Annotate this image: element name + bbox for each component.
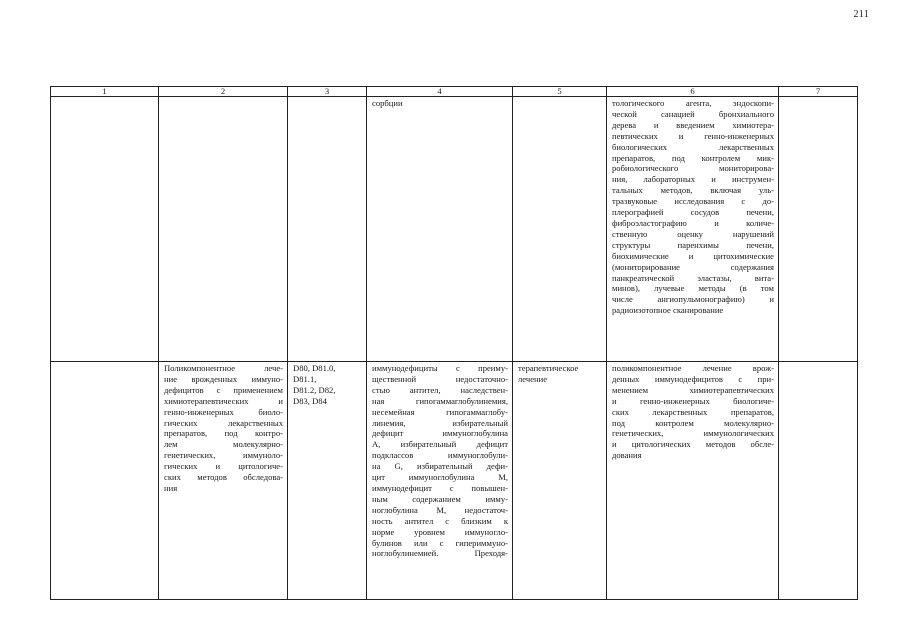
cell-row2-col4-diagnosis: [367, 362, 513, 600]
cell-row2-col3-icd-codes: [288, 362, 367, 600]
cell-text-line: дерева и введением химиотера-: [612, 119, 774, 130]
cell-text-line: денных иммунодефицитов с при-: [612, 373, 774, 384]
cell-text-line: иммунодефицит с повышен-: [372, 482, 508, 493]
cell-text-line: дефицитов с применением: [164, 384, 283, 395]
cell-text-line: ственную оценку нарушений: [612, 228, 774, 239]
cell-text-line: тразвуковые исследования с до-: [612, 196, 774, 207]
cell-text-line: дования: [612, 450, 642, 461]
cell-text-line: генетических, иммуноло-: [164, 450, 283, 461]
cell-text-line: генетических, иммунологических: [612, 428, 774, 439]
cell-text-line: линемия, избирательный: [372, 417, 508, 428]
cell-text-line: числе ангиопульмонографию) и: [612, 294, 774, 305]
cell-row1-col4: [367, 97, 513, 362]
cell-text-line: биологических лекарственных: [612, 141, 774, 152]
cell-text-line: под контролем молекулярно-: [612, 417, 774, 428]
cell-text-line: плерографией сосудов печени,: [612, 207, 774, 218]
cell-text-line: дефицит иммуноглобулина: [372, 428, 508, 439]
cell-text-line: ния: [164, 482, 178, 493]
table-row-immunodeficiency: [51, 362, 858, 600]
cell-text-line: менением химиотерапевтических: [612, 384, 774, 395]
cell-text-line: препаратов, под контролем мик-: [612, 152, 774, 163]
cell-row1-col2: [159, 97, 288, 362]
column-number-row: [51, 87, 858, 97]
cell-text-line: фиброэластографию и количе-: [612, 217, 774, 228]
cell-row2-col5-treatment-type: [513, 362, 607, 600]
cell-row2-col6-treatment-method: [607, 362, 779, 600]
cell-text-line: робиологического мониторирова-: [612, 163, 774, 174]
cell-text-line: Поликомпонентное лече-: [164, 363, 283, 373]
cell-row2-col2-care-profile: [159, 362, 288, 600]
cell-text-line: лечение: [518, 373, 548, 384]
cell-row2-col1: [51, 362, 159, 600]
cell-text-line: на G, избирательный дефи-: [372, 461, 508, 472]
sorption-text: сорбции: [372, 98, 403, 108]
cell-text-line: гических и цитологиче-: [164, 461, 283, 472]
column-number-4: 4: [367, 87, 513, 97]
cell-text-line: D83, D84: [293, 395, 327, 406]
cell-text-line: ноглобулина M, недостаточ-: [372, 504, 508, 515]
cell-text-line: биохимические и цитохимические: [612, 250, 774, 261]
cell-text-line: цит иммуноглобулина M,: [372, 472, 508, 483]
cell-text-line: несемейная гипогаммаглобу-: [372, 406, 508, 417]
cell-text-line: генно-инженерных биоло-: [164, 406, 283, 417]
cell-text-line: ность антител с близким к: [372, 515, 508, 526]
cell-text-line: минов), лучевые методы (в том: [612, 283, 774, 294]
cell-text-line: D81.2, D82,: [293, 384, 336, 395]
table-row-continuation: [51, 97, 858, 362]
cell-text-line: D81.1,: [293, 373, 317, 384]
cell-text-line: ноглобулинемией. Преходя-: [372, 548, 508, 559]
column-number-1: 1: [51, 87, 159, 97]
cell-text-line: тальных методов, включая уль-: [612, 185, 774, 196]
cell-text-line: ная гипогаммаглобулинемия,: [372, 395, 508, 406]
cell-text-line: певтических и генно-инженерных: [612, 130, 774, 141]
cell-text-line: иммунодефициты с преиму-: [372, 363, 508, 373]
cell-text-line: структуры паренхимы печени,: [612, 239, 774, 250]
cell-text-line: химиотерапевтических и: [164, 395, 283, 406]
cell-text-line: ских лекарственных препаратов,: [612, 406, 774, 417]
cell-text-line: поликомпонентное лечение врож-: [612, 363, 774, 373]
page-number: 211: [853, 9, 869, 20]
cell-text-line: радиоизотопное сканирование: [612, 305, 724, 316]
medical-procedures-table: [50, 86, 858, 600]
cell-text-line: гических лекарственных: [164, 417, 283, 428]
cell-text-line: терапевтическое: [518, 363, 579, 373]
cell-text-line: стью антител, наследствен-: [372, 384, 508, 395]
cell-text-line: булинов или с гипериммуно-: [372, 537, 508, 548]
cell-row1-col5: [513, 97, 607, 362]
cell-text-line: (мониторирование содержания: [612, 261, 774, 272]
cell-text-line: ния, лабораторных и инструмен-: [612, 174, 774, 185]
cell-text-line: ние врожденных иммуно-: [164, 373, 283, 384]
cell-text-line: и генно-инженерных биологиче-: [612, 395, 774, 406]
cell-text-line: препаратов, под контро-: [164, 428, 283, 439]
cell-text-line: A, избирательный дефицит: [372, 439, 508, 450]
cell-row1-col7: [779, 97, 858, 362]
column-number-3: 3: [288, 87, 367, 97]
cell-text-line: ских методов обследова-: [164, 472, 283, 483]
cell-text-line: подклассов иммуноглобули-: [372, 450, 508, 461]
cell-text-line: ческой санацией бронхиального: [612, 108, 774, 119]
cell-text-line: D80, D81.0,: [293, 363, 336, 373]
cell-row1-col6-treatment-method: [607, 97, 779, 362]
cell-row1-col1: [51, 97, 159, 362]
cell-text-line: панкреатической эластазы, вита-: [612, 272, 774, 283]
column-number-2: 2: [159, 87, 288, 97]
cell-text-line: норме уровнем иммуногло-: [372, 526, 508, 537]
column-number-5: 5: [513, 87, 607, 97]
cell-row2-col7: [779, 362, 858, 600]
cell-text-line: ным содержанием имму-: [372, 493, 508, 504]
column-number-7: 7: [779, 87, 858, 97]
cell-text-line: и цитологических методов обсле-: [612, 439, 774, 450]
column-number-6: 6: [607, 87, 779, 97]
cell-text-line: щественной недостаточно-: [372, 373, 508, 384]
cell-row1-col3: [288, 97, 367, 362]
cell-text-line: тологического агента, эндоскопи-: [612, 98, 774, 108]
cell-text-line: лем молекулярно-: [164, 439, 283, 450]
